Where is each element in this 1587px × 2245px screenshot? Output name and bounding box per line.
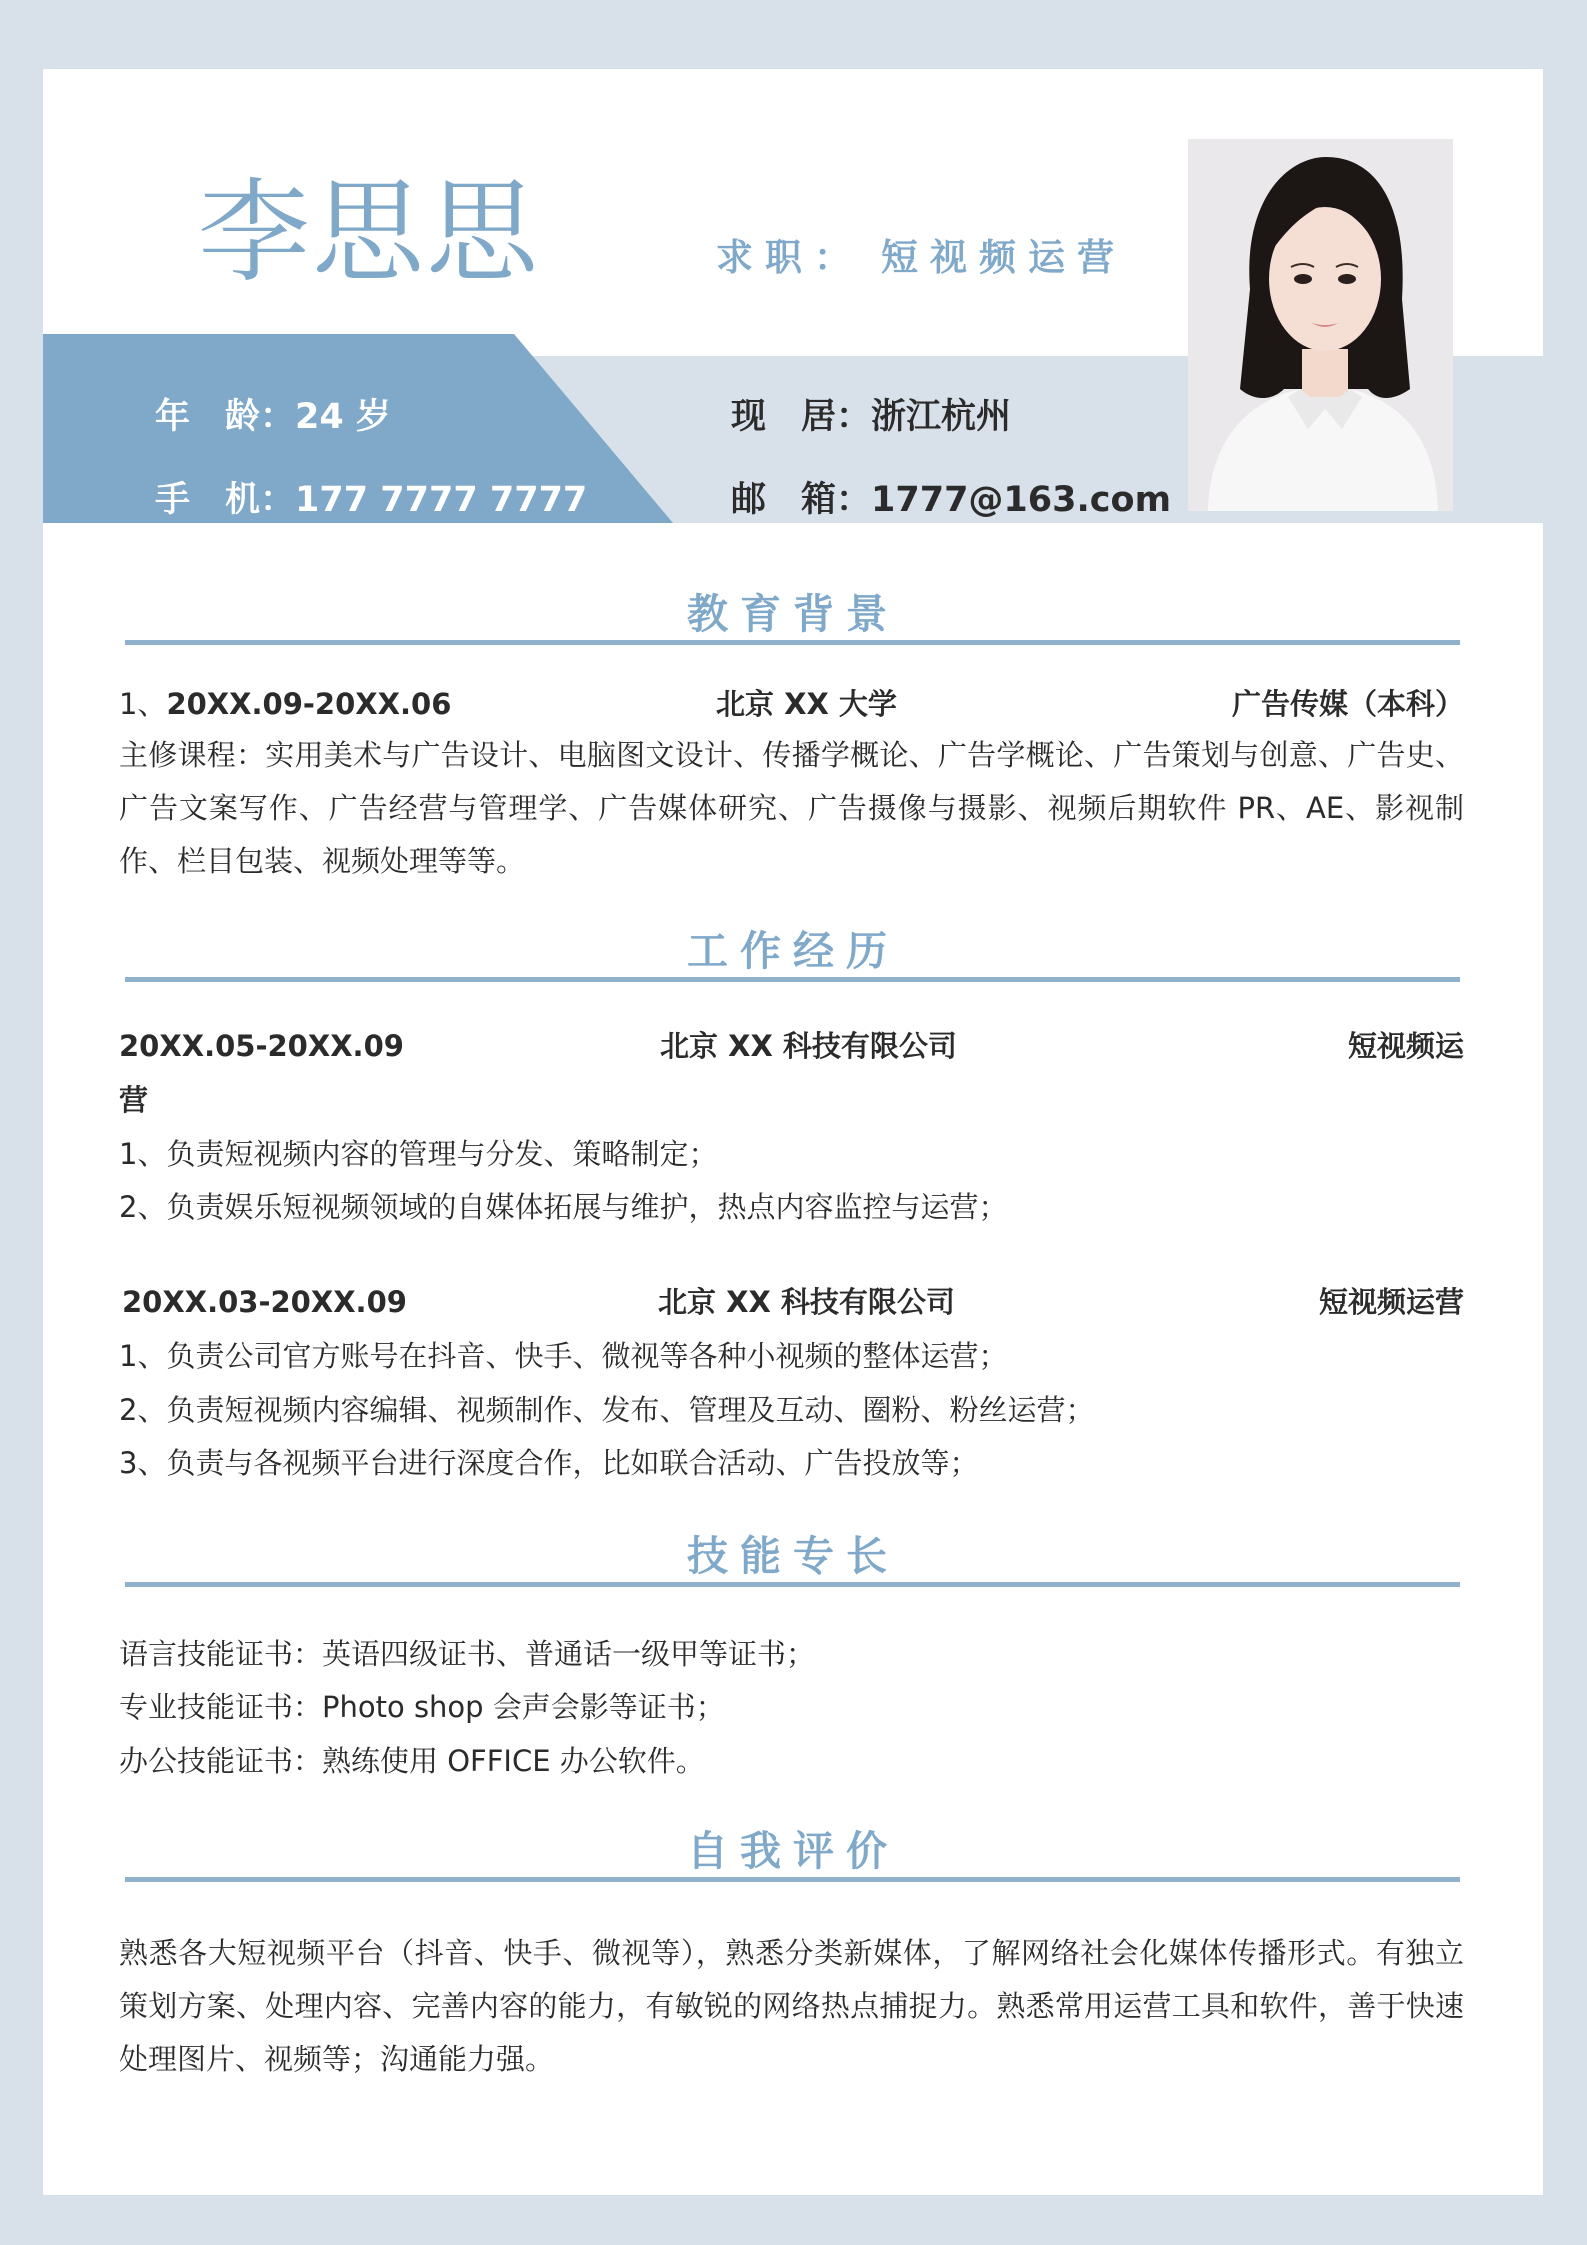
work-2-duty: 1、负责公司官方账号在抖音、快手、微视等各种小视频的整体运营； xyxy=(119,1339,1008,1373)
education-school: 北京 XX 大学 xyxy=(716,687,897,721)
city-info xyxy=(731,397,1012,437)
work-2-duty: 3、负责与各视频平台进行深度合作，比如联合活动、广告投放等； xyxy=(119,1446,979,1480)
section-divider xyxy=(125,1877,1460,1882)
education-period-value: 20XX.09-20XX.06 xyxy=(166,687,452,721)
work-1-duty: 2、负责娱乐短视频领域的自媒体拓展与维护，热点内容监控与运营； xyxy=(119,1190,1008,1224)
work-1-company: 北京 XX 科技有限公司 xyxy=(660,1029,957,1063)
email-value: 1777@163.com xyxy=(871,480,1172,520)
job-label: 求职： xyxy=(716,236,863,279)
job-title: 短视频运营 xyxy=(881,236,1126,279)
city-value: 浙江杭州 xyxy=(871,397,1012,437)
skill-item: 专业技能证书：Photo shop 会声会影等证书； xyxy=(119,1690,725,1724)
section-title-skills: 技能专长 xyxy=(687,1532,899,1580)
age-value: 24 岁 xyxy=(295,397,391,437)
section-title-self: 自我评价 xyxy=(687,1827,899,1875)
age-label: 年 龄： xyxy=(155,397,296,437)
resume-page xyxy=(43,69,1543,2195)
education-major: 广告传媒（本科） xyxy=(1231,687,1464,721)
city-label: 现 居： xyxy=(731,397,872,437)
section-divider xyxy=(125,1582,1460,1587)
education-courses: 主修课程：实用美术与广告设计、电脑图文设计、传播学概论、广告学概论、广告策划与创意、广告史、广告文案写作、广告经营与管理学、广告媒体研究、广告摄像与摄影、视频后期软件 PR、AE、影视制作、栏目包装、视频处理等等。 xyxy=(119,738,1464,878)
profile-photo xyxy=(1188,139,1453,511)
work-1-role: 短视频运 xyxy=(1347,1029,1464,1063)
age-info xyxy=(155,397,391,437)
skill-item: 语言技能证书：英语四级证书、普通话一级甲等证书； xyxy=(119,1637,816,1671)
portrait-illustration xyxy=(1188,139,1453,511)
phone-info xyxy=(155,480,588,520)
phone-value: 177 7777 7777 xyxy=(295,480,588,520)
section-title-education: 教育背景 xyxy=(687,590,899,638)
education-prefix: 1、 xyxy=(119,687,167,721)
skill-item: 办公技能证书：熟练使用 OFFICE 办公软件。 xyxy=(119,1744,705,1778)
job-objective xyxy=(716,227,1126,281)
work-1-period: 20XX.05-20XX.09 xyxy=(119,1029,404,1063)
education-period xyxy=(119,687,452,721)
section-divider xyxy=(125,977,1460,982)
work-2-company: 北京 XX 科技有限公司 xyxy=(658,1285,955,1319)
work-1-duty: 1、负责短视频内容的管理与分发、策略制定； xyxy=(119,1137,718,1171)
section-divider xyxy=(125,640,1460,645)
work-1-role-wrap: 营 xyxy=(119,1083,149,1117)
work-2-duty: 2、负责短视频内容编辑、视频制作、发布、管理及互动、圈粉、粉丝运营； xyxy=(119,1393,1095,1427)
candidate-name: 李思思 xyxy=(198,168,540,298)
work-2-period: 20XX.03-20XX.09 xyxy=(122,1285,407,1319)
email-label: 邮 箱： xyxy=(731,480,872,520)
work-2-role: 短视频运营 xyxy=(1318,1285,1464,1319)
email-info xyxy=(731,480,1172,520)
section-title-work: 工作经历 xyxy=(687,927,899,975)
phone-label: 手 机： xyxy=(155,480,296,520)
self-evaluation: 熟悉各大短视频平台（抖音、快手、微视等），熟悉分类新媒体，了解网络社会化媒体传播形式。有独立策划方案、处理内容、完善内容的能力，有敏锐的网络热点捕捉力。熟悉常用运营工具和软件，善于快速处理图片、视频等；沟通能力强。 xyxy=(119,1936,1464,2076)
